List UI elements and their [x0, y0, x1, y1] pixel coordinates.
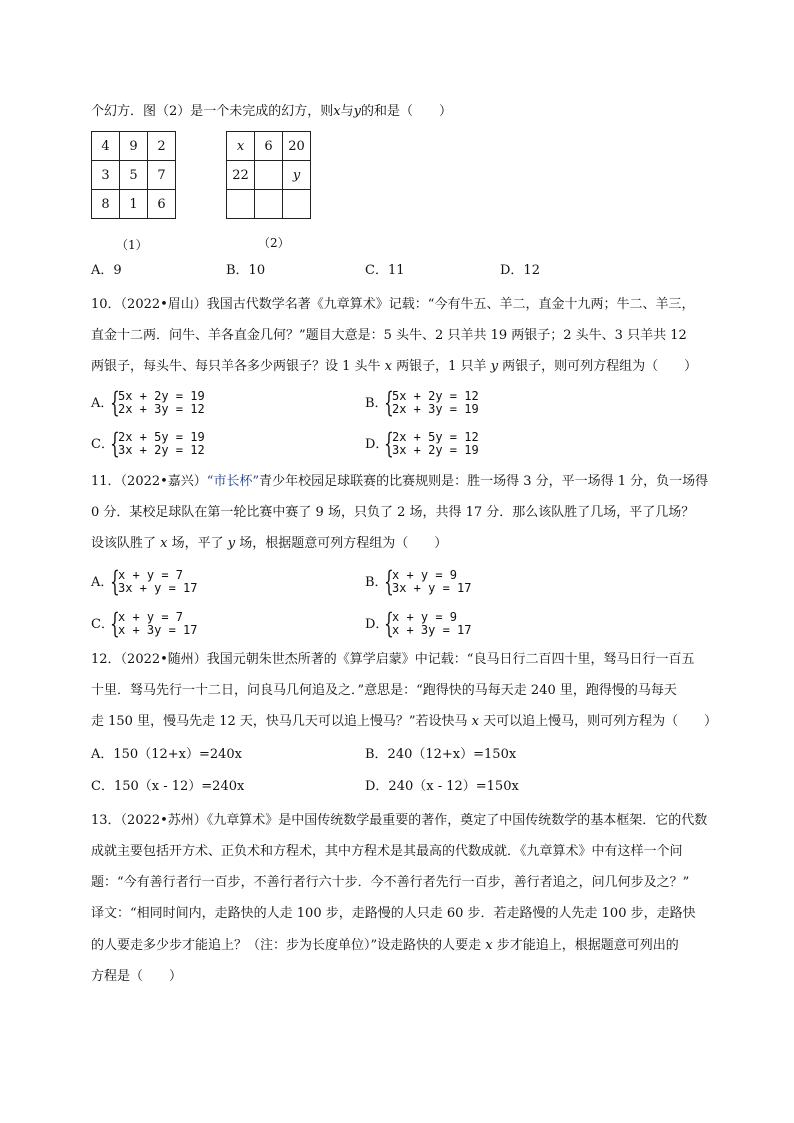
q11-option-b-system — [392, 569, 471, 595]
q10-option-a[interactable] — [91, 386, 341, 419]
equation: 5x + 2y = 19 — [118, 389, 205, 403]
equation: 2x + 5y = 19 — [118, 430, 205, 444]
q11-option-d-label: D． — [365, 617, 389, 632]
square2-cell: y — [283, 161, 311, 190]
q9-stem-text: 个幻方．图（2）是一个未完成的幻方，则 — [91, 104, 334, 119]
q13-line2: 成就主要包括开方术、正负术和方程术，其中方程术是其最高的代数成就．《九章算术》中有这样一个问 — [91, 844, 683, 859]
square1-cell: 4 — [92, 132, 120, 161]
q13-line5b: 步才能追上，根据题意可列出的 — [492, 938, 679, 953]
q10-option-b-label: B． — [365, 396, 388, 411]
square1-cell: 3 — [92, 161, 120, 190]
square2-cell: x — [227, 132, 255, 161]
equation: 2x + 3y = 19 — [392, 402, 479, 416]
brace-icon: { — [384, 565, 394, 598]
equation: 3x + y = 17 — [118, 581, 198, 595]
brace-icon: { — [384, 607, 394, 640]
q10-option-b[interactable] — [365, 386, 615, 419]
magic-square-2 — [226, 131, 311, 219]
equation: x + 3y = 17 — [392, 623, 472, 637]
q11-line3a: 设该队胜了 — [91, 536, 161, 551]
square1-cell: 1 — [120, 190, 148, 219]
q11-line3b: 场，平了 — [167, 536, 228, 551]
q11-option-a-system — [118, 569, 197, 595]
q10-option-c-label: C． — [91, 437, 114, 452]
q9-with: 与 — [340, 104, 354, 119]
brace-icon: { — [110, 427, 120, 460]
q12-option-c[interactable]: C．150（x - 12）=240x — [91, 779, 245, 794]
brace-icon: { — [384, 386, 394, 419]
q9-option-d[interactable]: D．12 — [500, 263, 540, 278]
brace-icon: { — [110, 386, 120, 419]
q11-option-c[interactable] — [91, 607, 341, 640]
square2-cell — [255, 190, 283, 219]
q10-line2: 直金十二两．问牛、羊各直金几何？”题目大意是：5 头牛、2 只羊共 19 两银子；2 头牛、3 只羊共 12 — [91, 328, 687, 343]
magic-square-1 — [91, 131, 176, 219]
square1-cell: 6 — [148, 190, 176, 219]
q11-cup-name: “市长杯” — [206, 474, 260, 489]
square2-cell: 6 — [255, 132, 283, 161]
q9-option-b[interactable]: B．10 — [226, 263, 266, 278]
square1-cell: 9 — [120, 132, 148, 161]
brace-icon: { — [110, 607, 120, 640]
brace-icon: { — [110, 565, 120, 598]
q10-option-a-label: A． — [91, 396, 114, 411]
q11-line3c: 场，根据题意可列方程组为（ ） — [235, 536, 448, 551]
q10-option-c-system — [118, 431, 205, 457]
q9-stem — [91, 103, 452, 121]
q9-option-a[interactable]: A．9 — [91, 263, 122, 278]
q11-line1c: 青少年校园足球联赛的比赛规则是：胜一场得 3 分，平一场得 1 分，负一场得 — [259, 474, 709, 489]
equation: 3x + 2y = 19 — [392, 443, 479, 457]
q9-var-x: x — [333, 104, 341, 119]
square1-cell: 2 — [148, 132, 176, 161]
q12-line3 — [91, 713, 717, 731]
q12-option-d[interactable]: D．240（x - 12）=150x — [365, 779, 519, 794]
q12-option-b[interactable]: B．240（12+x）=150x — [365, 747, 517, 762]
q10-line1: 10．（2022•眉山）我国古代数学名著《九章算术》记载：“今有牛五、羊二，直金十九两；牛二、羊三， — [91, 297, 695, 312]
square2-cell — [227, 190, 255, 219]
q11-option-a[interactable] — [91, 565, 341, 598]
square1-cell: 5 — [120, 161, 148, 190]
q12-line1: 12．（2022•随州）我国元朝朱世杰所著的《算学启蒙》中记载：“良马日行二百四十里，驽马日行一百五 — [91, 652, 695, 667]
brace-icon: { — [384, 427, 394, 460]
q11-option-d-system — [392, 611, 471, 637]
square2-cell — [283, 190, 311, 219]
q12-var-x: x — [471, 714, 480, 729]
q10-option-d[interactable] — [365, 427, 615, 460]
equation: x + y = 9 — [392, 568, 458, 582]
q13-line6: 方程是（ ） — [91, 969, 183, 984]
q11-option-b[interactable] — [365, 565, 615, 598]
q10-option-d-label: D． — [365, 437, 389, 452]
q10-line3c: 两银子，则可列方程组为（ ） — [498, 359, 698, 374]
q11-line2: 0 分．某校足球队在第一轮比赛中赛了 9 场，只负了 2 场，共得 17 分．那么该队胜了几场，平了几场？ — [91, 505, 695, 520]
q9-var-y: y — [353, 104, 361, 119]
q10-line3b: 两银子，1 只羊 — [392, 359, 491, 374]
square2-cell: 22 — [227, 161, 255, 190]
q11-line1a: 11．（2022•嘉兴） — [91, 474, 207, 489]
q13-line1: 13．（2022•苏州）《九章算术》是中国传统数学最重要的著作，奠定了中国传统数学的基本框架．它的代数 — [91, 813, 708, 828]
equation: x + 3y = 17 — [118, 623, 198, 637]
q11-option-c-label: C． — [91, 617, 114, 632]
q11-var-y: y — [227, 536, 236, 551]
q10-option-b-system — [392, 390, 479, 416]
square1-cell: 8 — [92, 190, 120, 219]
square1-caption: （1） — [116, 238, 148, 252]
q13-line3: 题：“今有善行者行一百步，不善行者行六十步．今不善行者先行一百步，善行者追之，问几何步及之？” — [91, 875, 690, 890]
q10-line3 — [91, 358, 697, 376]
q11-option-c-system — [118, 611, 197, 637]
equation: 3x + y = 17 — [392, 581, 472, 595]
q11-line3 — [91, 535, 447, 553]
square1-cell: 7 — [148, 161, 176, 190]
equation: x + y = 7 — [118, 568, 184, 582]
equation: 5x + 2y = 12 — [392, 389, 479, 403]
equation: x + y = 9 — [392, 610, 458, 624]
q13-line4: 译文：“相同时间内，走路快的人走 100 步，走路慢的人只走 60 步．若走路慢的人先走 100 步，走路快 — [91, 906, 696, 921]
q11-option-b-label: B． — [365, 575, 388, 590]
q12-line2: 十里．驽马先行一十二日，问良马几何追及之．”意思是：“跑得快的马每天走 240 里，跑得慢的马每天 — [91, 683, 677, 698]
q11-var-x: x — [160, 536, 168, 551]
q11-line1 — [91, 473, 708, 491]
q12-line3b: 天可以追上慢马，则可列方程为（ ） — [479, 714, 718, 729]
q13-var-x: x — [485, 938, 493, 953]
q10-option-a-system — [118, 390, 205, 416]
q11-option-a-label: A． — [91, 575, 114, 590]
q9-option-c[interactable]: C．11 — [365, 263, 405, 278]
equation: 2x + 3y = 12 — [118, 402, 205, 416]
q10-line3a: 两银子，每头牛、每只羊各多少两银子？设 1 头牛 — [91, 359, 385, 374]
q10-option-d-system — [392, 431, 479, 457]
equation: 3x + 2y = 12 — [118, 443, 205, 457]
q13-line5 — [91, 937, 679, 955]
q10-var-x: x — [384, 359, 393, 374]
q12-line3a: 走 150 里，慢马先走 12 天，快马几天可以追上慢马？”若设快马 — [91, 714, 472, 729]
q9-stem-tail: 的和是（ ） — [361, 104, 453, 119]
q10-var-y: y — [490, 359, 499, 374]
square2-caption: （2） — [258, 236, 290, 250]
q10-option-c[interactable] — [91, 427, 341, 460]
q13-line5a: 的人要走多少步才能追上？（注：步为长度单位）”设走路快的人要走 — [91, 938, 486, 953]
q11-option-d[interactable] — [365, 607, 615, 640]
square2-cell: 20 — [283, 132, 311, 161]
square2-cell — [255, 161, 283, 190]
equation: x + y = 7 — [118, 610, 184, 624]
q12-option-a[interactable]: A．150（12+x）=240x — [91, 747, 243, 762]
equation: 2x + 5y = 12 — [392, 430, 479, 444]
